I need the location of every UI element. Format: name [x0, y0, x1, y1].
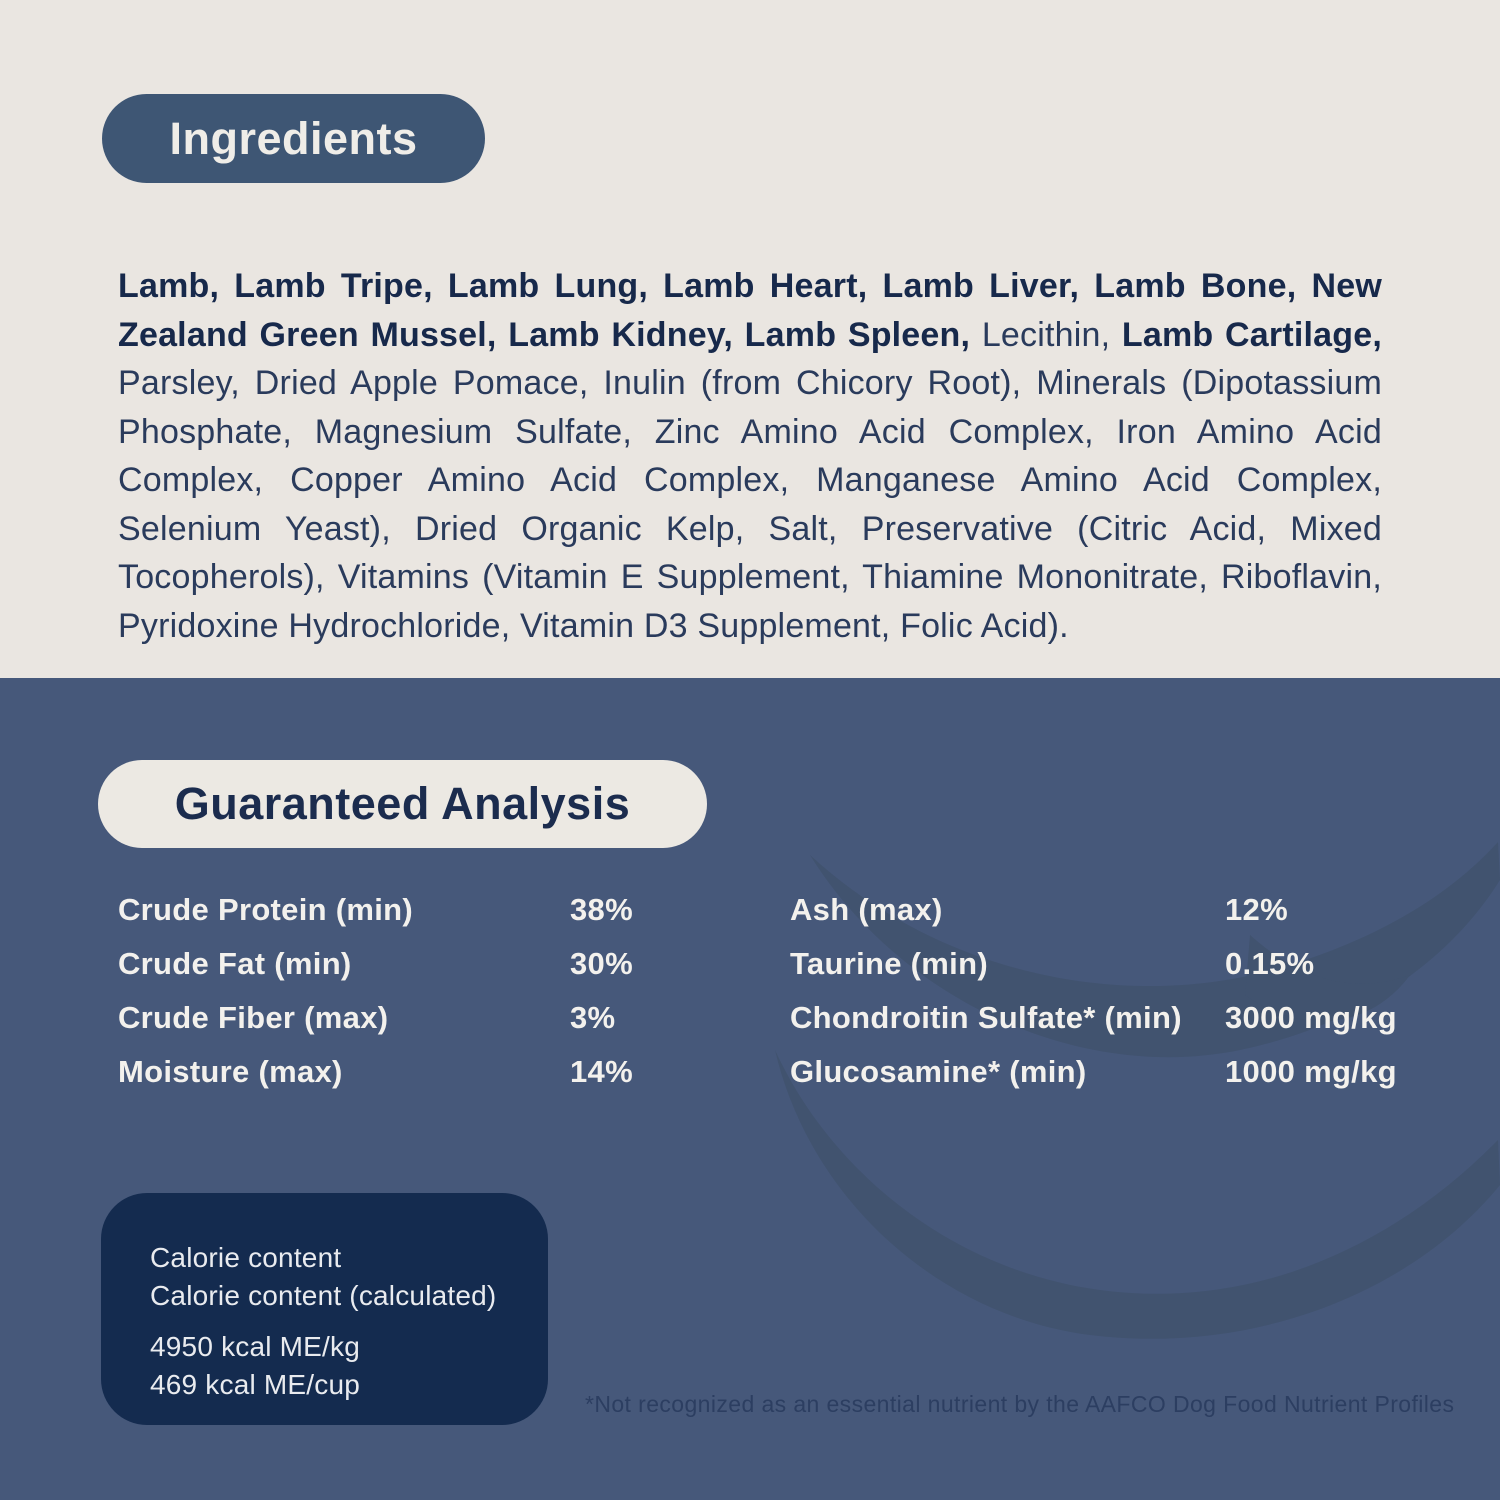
- guaranteed-analysis-badge: [98, 760, 707, 848]
- ingredients-segment-regular-2: Parsley, Dried Apple Pomace, Inulin (from Chicory Root), Minerals (Dipotassium Phosphate, Magnesium Sulfate, Zinc Amino Acid Complex, Iron Amino Acid Complex, Copper Amino Acid Complex, Manganese Amino Acid Complex, Selenium Yeast), Dried Organic Kelp, Salt, Preservative (Citric Acid, Mixed Tocopherols), Vitamins (Vitamin E Supplement, Thiamine Mononitrate, Riboflavin, Pyridoxine Hydrochloride, Vitamin D3 Supplement, Folic Acid).: [118, 364, 1382, 645]
- ga-label-crude-protein: Crude Protein (min): [118, 892, 414, 927]
- ga-value-glucosamine: 1000 mg/kg: [1225, 1054, 1397, 1089]
- ga-label-ash: Ash (max): [790, 892, 943, 927]
- calorie-title-line2: Calorie content (calculated): [150, 1280, 497, 1311]
- guaranteed-analysis-badge-label: Guaranteed Analysis: [174, 778, 631, 829]
- ingredients-segment-bold-1: Lamb, Lamb Tripe, Lamb Lung, Lamb Heart, Lamb Liver, Lamb Bone, New Zealand Green Mussel, Lamb Kidney, Lamb Spleen,: [118, 267, 1382, 354]
- ga-value-chondroitin: 3000 mg/kg: [1225, 1000, 1397, 1035]
- ga-label-taurine: Taurine (min): [790, 946, 988, 981]
- ingredients-segment-regular-1: Lecithin,: [981, 315, 1122, 354]
- calorie-value-per-kg: 4950 kcal ME/kg: [150, 1331, 360, 1362]
- ingredients-segment-bold-2: Lamb Cartilage,: [1121, 315, 1382, 354]
- calorie-values: [150, 1328, 528, 1404]
- ga-label-moisture: Moisture (max): [118, 1054, 343, 1089]
- calorie-content-box: [101, 1193, 548, 1425]
- ga-value-crude-fiber: 3%: [570, 1000, 616, 1035]
- ga-label-crude-fiber: Crude Fiber (max): [118, 1000, 389, 1035]
- ga-label-crude-fat: Crude Fat (min): [118, 946, 352, 981]
- aafco-footnote: *Not recognized as an essential nutrient by the AAFCO Dog Food Nutrient Profiles: [585, 1391, 1455, 1417]
- ga-value-ash: 12%: [1225, 892, 1288, 927]
- calorie-title-line1: Calorie content: [150, 1242, 342, 1273]
- guaranteed-analysis-table: [118, 894, 1400, 1087]
- ingredients-badge-label: Ingredients: [169, 112, 418, 164]
- ga-label-glucosamine: Glucosamine* (min): [790, 1054, 1087, 1089]
- ga-value-crude-fat: 30%: [570, 946, 633, 981]
- ga-value-crude-protein: 38%: [570, 892, 633, 927]
- ga-value-moisture: 14%: [570, 1054, 633, 1089]
- calorie-value-per-cup: 469 kcal ME/cup: [150, 1369, 360, 1400]
- ga-value-taurine: 0.15%: [1225, 946, 1315, 981]
- ga-label-chondroitin: Chondroitin Sulfate* (min): [790, 1000, 1182, 1035]
- ingredients-badge: [102, 94, 485, 183]
- ingredients-paragraph: [118, 262, 1382, 650]
- guaranteed-analysis-section: [0, 678, 1500, 1500]
